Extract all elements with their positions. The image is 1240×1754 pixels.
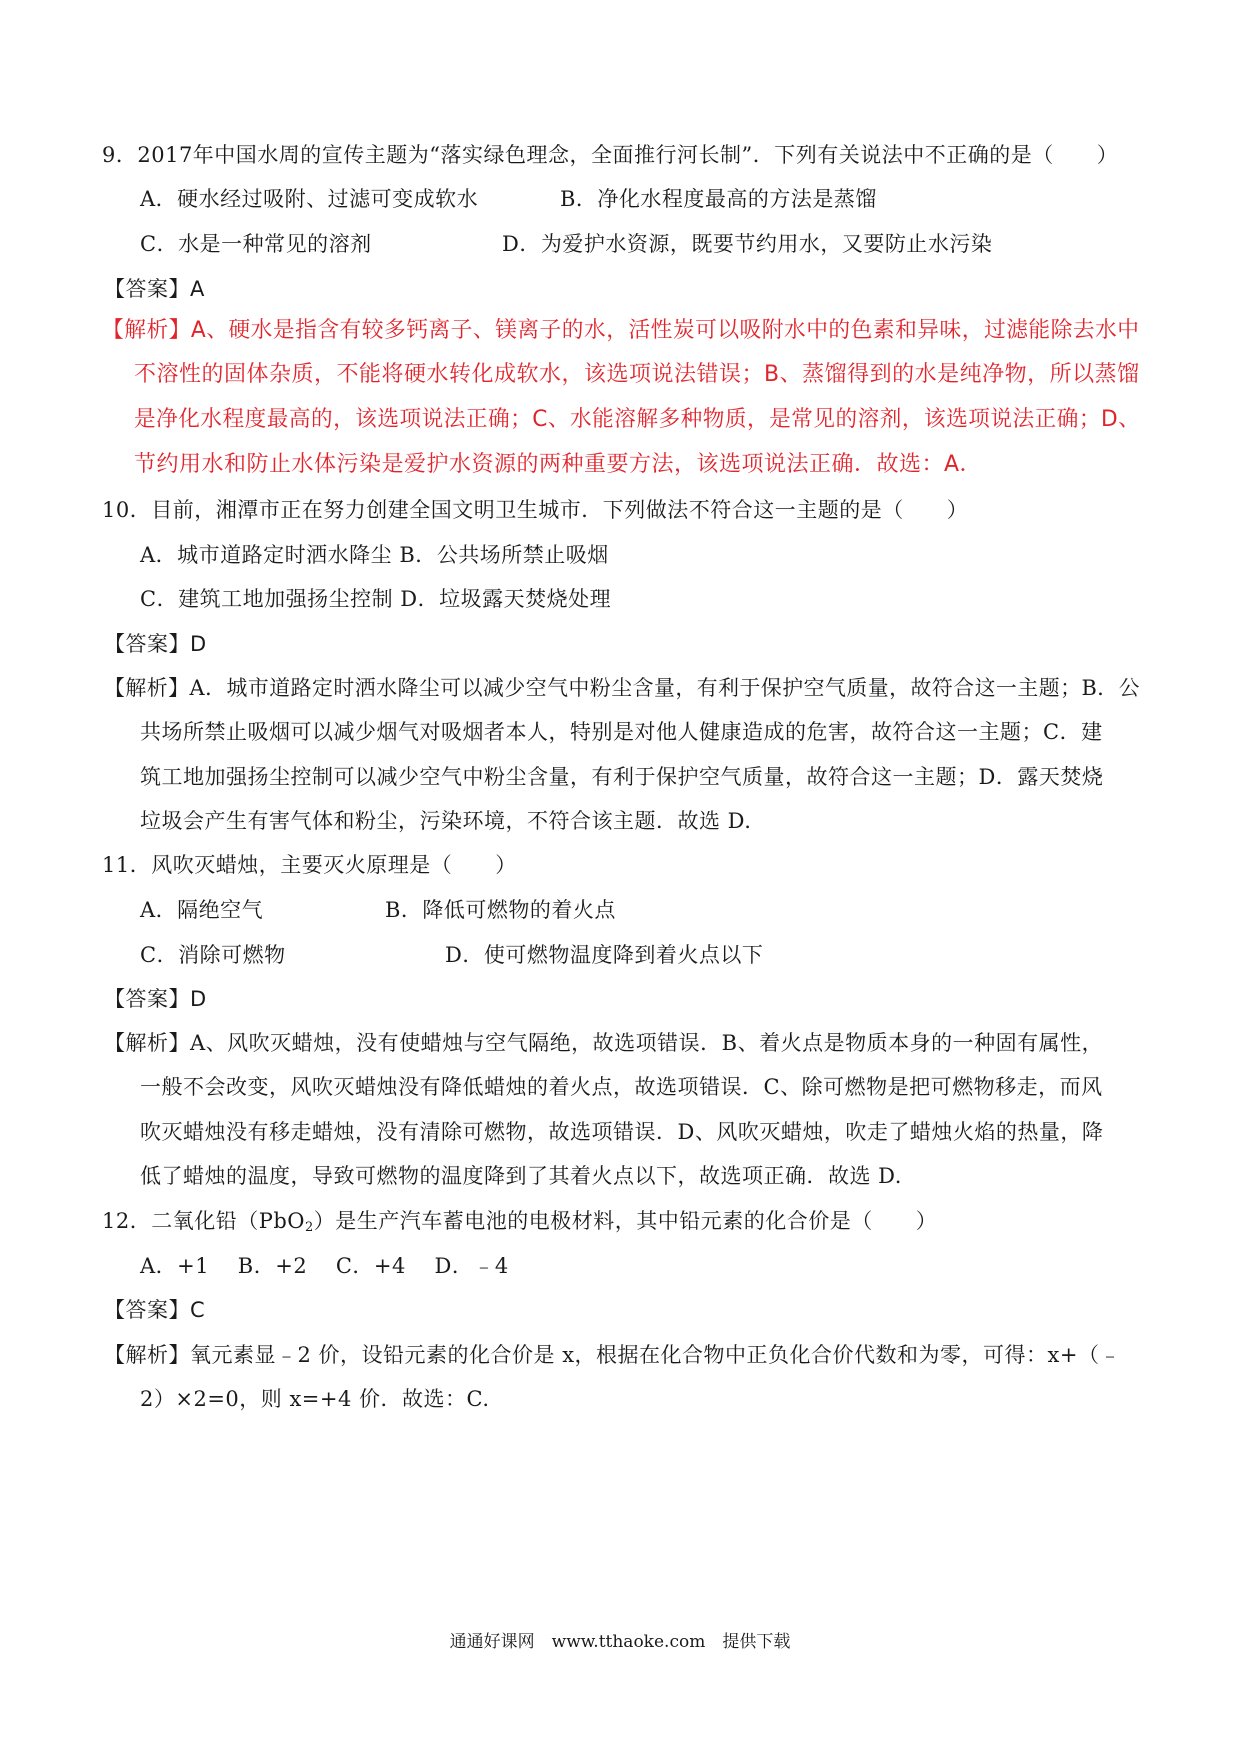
question-10-options-ab: A．城市道路定时洒水降尘 B．公共场所禁止吸烟 bbox=[140, 543, 609, 567]
question-9-option-d: D．为爱护水资源，既要节约用水，又要防止水污染 bbox=[502, 232, 993, 256]
question-12-answer: 【答案】C bbox=[104, 1298, 206, 1322]
question-9-analysis-line-2: 不溶性的固体杂质，不能将硬水转化成软水，该选项说法错误；B、蒸馏得到的水是纯净物，所以蒸馏 bbox=[134, 362, 1140, 387]
question-9-analysis-line-1: 【解析】A、硬水是指含有较多钙离子、镁离子的水，活性炭可以吸附水中的色素和异味，过滤能除去水中 bbox=[102, 318, 1140, 343]
question-11-stem: 11．风吹灭蜡烛，主要灭火原理是（ ） bbox=[102, 853, 517, 877]
question-11-option-c: C．消除可燃物 bbox=[140, 943, 286, 967]
question-10-analysis-line-2: 共场所禁止吸烟可以减少烟气对吸烟者本人，特别是对他人健康造成的危害，故符合这一主题；C．建 bbox=[140, 720, 1103, 744]
question-11-answer: 【答案】D bbox=[104, 987, 207, 1011]
question-9-stem: 9．2017年中国水周的宣传主题为“落实绿色理念，全面推行河长制”．下列有关说法中不正确的是（ ） bbox=[102, 143, 1119, 167]
question-10-options-cd: C．建筑工地加强扬尘控制 D．垃圾露天焚烧处理 bbox=[140, 587, 612, 611]
question-11-option-a: A．隔绝空气 bbox=[140, 898, 264, 922]
question-12-analysis-line-2: 2）×2=0，则 x=+4 价．故选：C. bbox=[140, 1387, 490, 1411]
question-9-answer: 【答案】A bbox=[104, 277, 205, 301]
question-9-option-a: A．硬水经过吸附、过滤可变成软水 bbox=[140, 187, 479, 211]
question-12-subscript: 2 bbox=[305, 1220, 314, 1235]
question-10-analysis-line-3: 筑工地加强扬尘控制可以减少空气中粉尘含量，有利于保护空气质量，故符合这一主题；D．露天焚烧 bbox=[140, 765, 1104, 789]
question-10-stem: 10．目前，湘潭市正在努力创建全国文明卫生城市．下列做法不符合这一主题的是（ ） bbox=[102, 498, 969, 522]
question-10-analysis-line-4: 垃圾会产生有害气体和粉尘，污染环境，不符合该主题．故选 D. bbox=[140, 809, 752, 833]
question-11-analysis-line-2: 一般不会改变，风吹灭蜡烛没有降低蜡烛的着火点，故选项错误．C、除可燃物是把可燃物移走，而风 bbox=[140, 1075, 1103, 1099]
question-11-option-d: D．使可燃物温度降到着火点以下 bbox=[445, 943, 764, 967]
question-9-analysis-line-4: 节约用水和防止水体污染是爱护水资源的两种重要方法，该选项说法正确．故选：A． bbox=[134, 452, 983, 477]
question-11-analysis-line-1: 【解析】A、风吹灭蜡烛，没有使蜡烛与空气隔绝，故选项错误．B、着火点是物质本身的一种固有属性， bbox=[104, 1031, 1104, 1055]
question-12-analysis-line-1: 【解析】氧元素显﹣2 价，设铅元素的化合价是 x，根据在化合物中正负化合价代数和为零，可得：x+（﹣ bbox=[104, 1343, 1121, 1367]
question-11-analysis-line-3: 吹灭蜡烛没有移走蜡烛，没有清除可燃物，故选项错误．D、风吹灭蜡烛，吹走了蜡烛火焰的热量，降 bbox=[140, 1120, 1104, 1144]
question-12-stem-text-end: ）是生产汽车蓄电池的电极材料，其中铅元素的化合价是（ ） bbox=[313, 1209, 938, 1233]
page-footer: 通通好课网 www.tthaoke.com 提供下载 bbox=[449, 1632, 791, 1652]
question-12-stem bbox=[102, 1206, 937, 1236]
question-10-analysis-line-1: 【解析】A．城市道路定时洒水降尘可以减少空气中粉尘含量，有利于保护空气质量，故符合这一主题；B．公 bbox=[104, 676, 1141, 700]
question-12-options: A．+1 B．+2 C．+4 D．﹣4 bbox=[140, 1254, 509, 1278]
question-10-answer: 【答案】D bbox=[104, 632, 207, 656]
question-12-stem-text: 12．二氧化铅（PbO bbox=[102, 1209, 306, 1233]
question-9-option-b: B．净化水程度最高的方法是蒸馏 bbox=[560, 187, 877, 211]
question-11-option-b: B．降低可燃物的着火点 bbox=[385, 898, 616, 922]
question-11-analysis-line-4: 低了蜡烛的温度，导致可燃物的温度降到了其着火点以下，故选项正确．故选 D. bbox=[140, 1164, 902, 1188]
question-9-analysis-line-3: 是净化水程度最高的，该选项说法正确；C、水能溶解多种物质，是常见的溶剂，该选项说法正确；D、 bbox=[134, 407, 1141, 432]
question-9-option-c: C．水是一种常见的溶剂 bbox=[140, 232, 372, 256]
